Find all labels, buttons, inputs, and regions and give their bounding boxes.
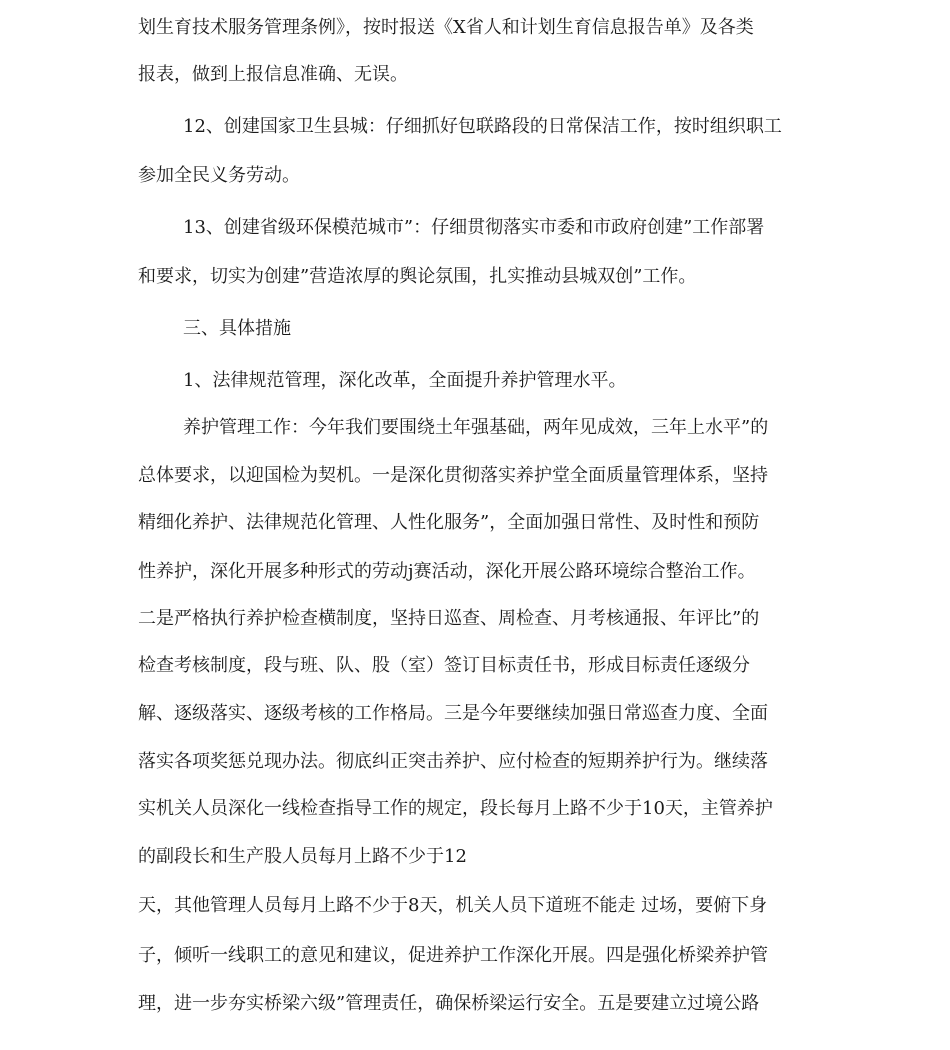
text-line-18: 的副段长和生产股人员每月上路不少于12 [138,846,467,867]
subsection-heading: 1、法律规范管理，深化改革，全面提升养护管理水平。 [183,370,627,391]
text-line-16: 落实各项奖惩兑现办法。彻底纠正突击养护、应付检查的短期养护行为。继续落 [138,751,768,772]
text-line-15: 解、逐级落实、逐级考核的工作格局。三是今年要继续加强日常巡查力度、全面 [138,703,768,724]
text-line-21: 理，进一步夯实桥梁六级”管理责任，确保桥梁运行安全。五是要建立过境公路 [138,993,760,1014]
text-line-20: 子，倾听一线职工的意见和建议，促进养护工作深化开展。四是强化桥梁养护管 [138,945,768,966]
text-line-17: 实机关人员深化一线检查指导工作的规定，段长每月上路不少于10天，主管养护 [138,798,773,819]
section-heading: 三、具体措施 [183,318,291,339]
text-line-19: 天，其他管理人员每月上路不少于8天，机关人员下道班不能走 过场，要俯下身 [138,895,768,916]
text-line-14: 检查考核制度，段与班、队、股（室）签订目标责任书，形成目标责任逐级分 [138,655,750,676]
text-line-13: 二是严格执行养护检查横制度，坚持日巡查、周检查、月考核通报、年评比”的 [138,608,760,629]
text-line-11: 精细化养护、法律规范化管理、人性化服务”，全面加强日常性、及时性和预防 [138,512,760,533]
text-line-2: 报表，做到上报信息准确、无误。 [138,64,408,85]
text-line-4: 参加全民义务劳动。 [138,165,300,186]
text-line-10: 总体要求，以迎国检为契机。一是深化贯彻落实养护堂全面质量管理体系，坚持 [138,465,768,486]
text-line-5: 13、创建省级环保模范城市”：仔细贯彻落实市委和市政府创建”工作部署 [183,217,765,238]
text-line-6: 和要求，切实为创建”营造浓厚的舆论氛围，扎实推动县城双创”工作。 [138,266,697,287]
text-line-3: 12、创建国家卫生县城：仔细抓好包联路段的日常保洁工作，按时组织职工 [183,116,782,137]
text-line-12: 性养护，深化开展多种形式的劳动j赛活动，深化开展公路环境综合整治工作。 [138,561,756,582]
text-line-9: 养护管理工作：今年我们要围绕土年强基础，两年见成效，三年上水平”的 [183,417,769,438]
text-line-1: 划生育技术服务管理条例》，按时报送《X省人和计划生育信息报告单》及各类 [138,17,754,38]
